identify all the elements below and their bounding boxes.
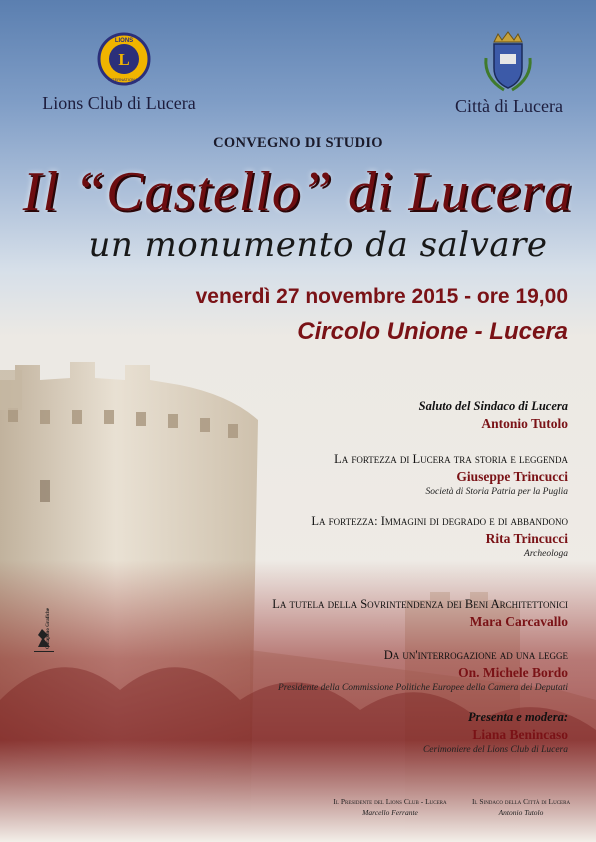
event-date: venerdì 27 novembre 2015 - ore 19,00 bbox=[195, 285, 568, 308]
printer-stamp-icon bbox=[30, 625, 58, 681]
program-role: Archeologa bbox=[524, 549, 568, 559]
city-name: Città di Lucera bbox=[455, 96, 563, 116]
program-list bbox=[148, 399, 568, 755]
footer-right-signature bbox=[446, 797, 596, 817]
lions-club-name: Lions Club di Lucera bbox=[42, 93, 196, 113]
program-topic: La fortezza di Lucera tra storia e leggenda bbox=[334, 452, 568, 466]
event-kicker: CONVEGNO DI STUDIO bbox=[213, 135, 383, 151]
program-topic: Da un'interrogazione ad una legge bbox=[383, 648, 568, 662]
printer-stamp-text: Catapano Grafiche bbox=[46, 608, 51, 649]
footer-left-name: Marcello Ferrante bbox=[362, 808, 418, 817]
program-speaker: Mara Carcavallo bbox=[469, 614, 568, 629]
event-title: Il “Castello” di Lucera bbox=[22, 161, 574, 223]
program-item bbox=[148, 597, 568, 630]
program-speaker: Liana Benincaso bbox=[472, 727, 568, 742]
program-item bbox=[148, 514, 568, 559]
program-role: Presidente della Commissione Politiche Europee della Camera dei Deputati bbox=[277, 683, 568, 693]
program-role: Cerimoniere del Lions Club di Lucera bbox=[422, 745, 568, 755]
program-role: Società di Storia Patria per la Puglia bbox=[425, 487, 568, 497]
lions-badge-letter: L bbox=[118, 50, 130, 69]
footer-right-name: Antonio Tutolo bbox=[498, 808, 544, 817]
program-topic: La fortezza: Immagini di degrado e di abbandono bbox=[311, 514, 568, 528]
program-item bbox=[148, 452, 568, 497]
lions-badge-bottom-text: INTERNATIONAL bbox=[108, 77, 140, 82]
program-speaker: Giuseppe Trincucci bbox=[456, 469, 568, 484]
city-coat-of-arms-icon bbox=[480, 28, 536, 94]
program-speaker: On. Michele Bordo bbox=[458, 665, 568, 680]
lions-badge-top-text: LIONS bbox=[114, 38, 134, 44]
program-item bbox=[148, 399, 568, 432]
program-topic: Presenta e modera: bbox=[468, 710, 568, 724]
program-topic: Saluto del Sindaco di Lucera bbox=[418, 399, 568, 413]
event-venue: Circolo Unione - Lucera bbox=[297, 318, 568, 345]
printer-stamp bbox=[30, 608, 58, 681]
program-speaker: Rita Trincucci bbox=[485, 531, 568, 546]
program-topic: La tutela della Sovrintendenza dei Beni Architettonici bbox=[272, 597, 568, 611]
lions-club-logo bbox=[97, 32, 151, 86]
footer-right-title: Il Sindaco della Città di Lucera bbox=[471, 797, 571, 806]
program-item bbox=[148, 648, 568, 693]
footer-left-title: Il Presidente del Lions Club - Lucera bbox=[333, 797, 447, 806]
program-speaker: Antonio Tutolo bbox=[481, 416, 568, 431]
program-item bbox=[148, 710, 568, 755]
event-subtitle: un monumento da salvare bbox=[88, 225, 548, 265]
